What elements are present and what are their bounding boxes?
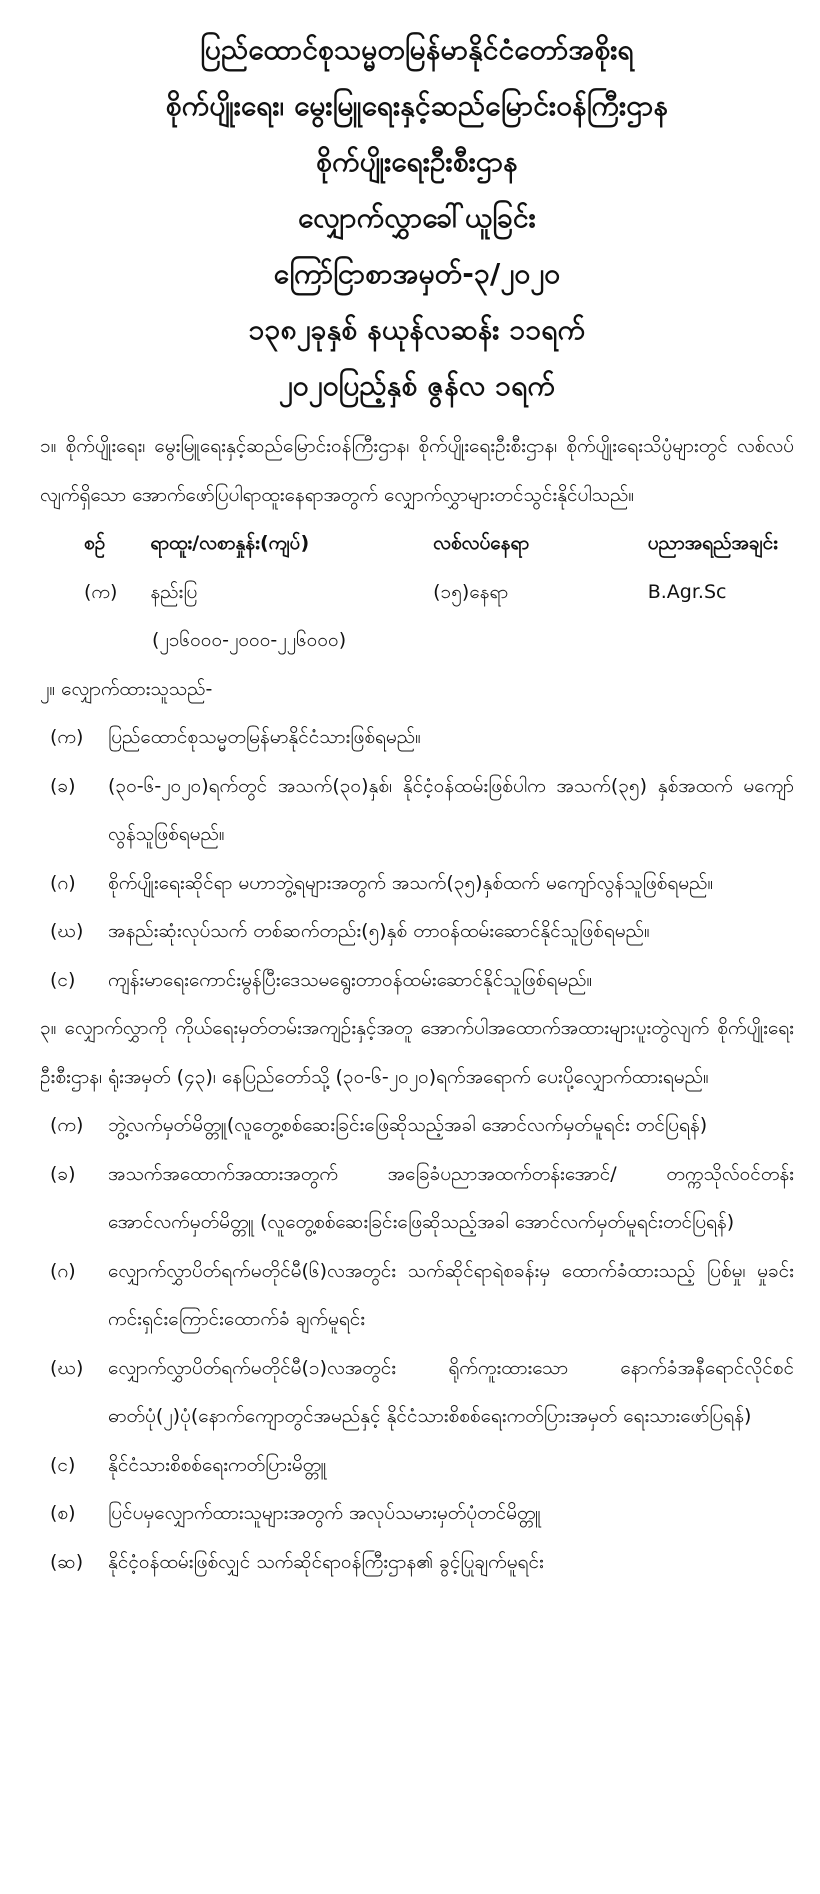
section-2-eligibility <box>40 665 794 1005</box>
item-text: နိုင်ငံသားစိစစ်ရေးကတ်ပြားမိတ္တူ <box>108 1453 327 1476</box>
section-2-title: ၂။ လျှောက်ထားသူသည်- <box>40 677 213 700</box>
item-text: ဘွဲ့လက်မှတ်မိတ္တူ(လူတွေ့စစ်ဆေးခြင်းဖြေဆိုသည့်အခါ အောင်လက်မှတ်မူရင်း တင်ပြရန်) <box>108 1114 708 1136</box>
section-3-intro: ၃။ လျှောက်လွှာကို ကိုယ်ရေးမှတ်တမ်းအကျဉ်းနှင့်အတူ အောက်ပါအထောက်အထားများပူးတွဲလျက် စိုက်ပျိုးရေးဦးစီးဌာန၊ ရုံးအမှတ် (၄၃)၊ နေပြည်တော်သို့ (၃၀-၆-၂၀၂၀)ရက်အရောက် ပေးပို့လျှောက်ထားရမည်။ <box>40 1017 794 1088</box>
header-line-title: လျှောက်လွှာခေါ်ယူခြင်း <box>298 201 536 234</box>
header-line-department: စိုက်ပျိုးရေးဦးစီးဌာန <box>316 145 518 178</box>
table-cell-no: (က) <box>84 580 118 603</box>
table-header-vacancies: လစ်လပ်နေရာ <box>433 532 530 554</box>
section-3-documents <box>40 1004 794 1586</box>
announcement-header <box>40 22 794 414</box>
item-text: နိုင်ငံ့ဝန်ထမ်းဖြစ်လျှင် သက်ဆိုင်ရာဝန်ကြီးဌာန၏ ခွင့်ပြုချက်မူရင်း <box>108 1550 544 1573</box>
document-item <box>40 1101 794 1150</box>
item-marker: (င) <box>50 968 76 991</box>
document-item <box>40 1538 794 1587</box>
header-line-gregorian-date: ၂၀၂၀ပြည့်နှစ် ဇွန်လ ၁ရက် <box>278 369 556 402</box>
item-marker: (ဃ) <box>50 1356 84 1379</box>
vacancy-table-row <box>40 568 794 617</box>
eligibility-item <box>40 762 794 859</box>
table-cell-vacancies: (၁၅)နေရာ <box>433 580 509 603</box>
item-text: လျှောက်လွှာပိတ်ရက်မတိုင်မီ(၆)လအတွင်း သက်ဆိုင်ရာရဲစခန်းမှ ထောက်ခံထားသည့် ပြစ်မှု၊ မှုခင်းကင်းရှင်းကြောင်းထောက်ခံ ချက်မူရင်း <box>108 1259 794 1330</box>
item-marker: (ဆ) <box>50 1550 84 1573</box>
table-cell-qualification: B.Agr.Sc <box>647 580 727 603</box>
item-text: လျှောက်လွှာပိတ်ရက်မတိုင်မီ(၁)လအတွင်း ရိုက်ကူးထားသော နောက်ခံအနီရောင်လိုင်စင်ဓာတ်ပုံ(၂)ပုံ(နောက်ကျောတွင်အမည်နှင့် နိုင်ငံသားစိစစ်ရေးကတ်ပြားအမှတ် ရေးသားဖော်ပြရန်) <box>108 1356 794 1427</box>
paragraph-1: ၁။ စိုက်ပျိုးရေး၊ မွေးမြူရေးနှင့်ဆည်မြောင်းဝန်ကြီးဌာန၊ စိုက်ပျိုးရေးဦးစီးဌာန၊ စိုက်ပျိုးရေးသိပ္ပံများတွင် လစ်လပ်လျက်ရှိသော အောက်ဖော်ပြပါရာထူးနေရာအတွက် လျှောက်လွှာများတင်သွင်းနိုင်ပါသည်။ <box>40 435 794 506</box>
item-marker: (က) <box>50 726 84 748</box>
header-line-myanmar-date: ၁၃၈၂ခုနှစ် နယုန်လဆန်း ၁၁ရက် <box>248 313 586 346</box>
eligibility-item <box>40 956 794 1005</box>
document-item <box>40 1150 794 1247</box>
table-cell-position: နည်းပြ <box>150 580 198 603</box>
document-item <box>40 1489 794 1538</box>
vacancy-table-header <box>40 519 794 568</box>
document-item <box>40 1247 794 1344</box>
item-marker: (က) <box>50 1114 84 1136</box>
document-item <box>40 1344 794 1441</box>
item-marker: (ခ) <box>50 1162 76 1185</box>
eligibility-item <box>40 907 794 956</box>
item-marker: (ခ) <box>50 774 76 797</box>
header-line-announcement-number: ကြော်ငြာစာအမှတ်-၃/၂၀၂၀ <box>273 257 561 290</box>
header-line-government: ပြည်ထောင်စုသမ္မတမြန်မာနိုင်ငံတော်အစိုးရ <box>200 33 634 66</box>
item-text: စိုက်ပျိုးရေးဆိုင်ရာ မဟာဘွဲ့ရများအတွက် အသက်(၃၅)နှစ်ထက် မကျော်လွန်သူဖြစ်ရမည်။ <box>108 871 714 894</box>
item-marker: (ဃ) <box>50 920 84 942</box>
item-text: ပြည်ထောင်စုသမ္မတမြန်မာနိုင်ငံသားဖြစ်ရမည်။ <box>108 726 421 748</box>
table-cell-salary-scale: (၂၁၆၀၀၀-၂၀၀၀-၂၂၆၀၀၀) <box>152 629 347 651</box>
document-item <box>40 1441 794 1490</box>
item-text: ပြင်ပမှလျှောက်ထားသူများအတွက် အလုပ်သမားမှတ်ပုံတင်မိတ္တူ <box>108 1502 541 1524</box>
item-marker: (စ) <box>50 1502 76 1524</box>
table-header-qualification: ပညာအရည်အချင်း <box>647 532 778 554</box>
header-line-ministry: စိုက်ပျိုးရေး၊ မွေးမြူရေးနှင့်ဆည်မြောင်းဝန်ကြီးဌာန <box>165 89 669 122</box>
item-text: ကျန်းမာရေးကောင်းမွန်ပြီးဒေသမရွေးတာဝန်ထမ်းဆောင်နိုင်သူဖြစ်ရမည်။ <box>108 968 593 991</box>
table-header-no: စဉ် <box>84 532 106 554</box>
item-marker: (င) <box>50 1453 76 1476</box>
announcement-body <box>40 422 794 1586</box>
item-text: အသက်အထောက်အထားအတွက် အခြေခံပညာအထက်တန်းအောင်/ တက္ကသိုလ်ဝင်တန်းအောင်လက်မှတ်မိတ္တူ (လူတွေ့စစ်ဆေးခြင်းဖြေဆိုသည့်အခါ အောင်လက်မှတ်မူရင်းတင်ပြရန်) <box>108 1162 794 1233</box>
eligibility-item <box>40 859 794 908</box>
item-marker: (ဂ) <box>50 871 76 894</box>
eligibility-item <box>40 713 794 762</box>
item-marker: (ဂ) <box>50 1259 76 1282</box>
table-header-position-salary: ရာထူး/လစာနှုန်း(ကျပ်) <box>150 532 310 554</box>
item-text: (၃၀-၆-၂၀၂၀)ရက်တွင် အသက်(၃၀)နှစ်၊ နိုင်ငံ့ဝန်ထမ်းဖြစ်ပါက အသက်(၃၅) နှစ်အထက် မကျော်လွန်သူဖြစ်ရမည်။ <box>108 774 794 845</box>
item-text: အနည်းဆုံးလုပ်သက် တစ်ဆက်တည်း(၅)နှစ် တာဝန်ထမ်းဆောင်နိုင်သူဖြစ်ရမည်။ <box>108 920 650 942</box>
